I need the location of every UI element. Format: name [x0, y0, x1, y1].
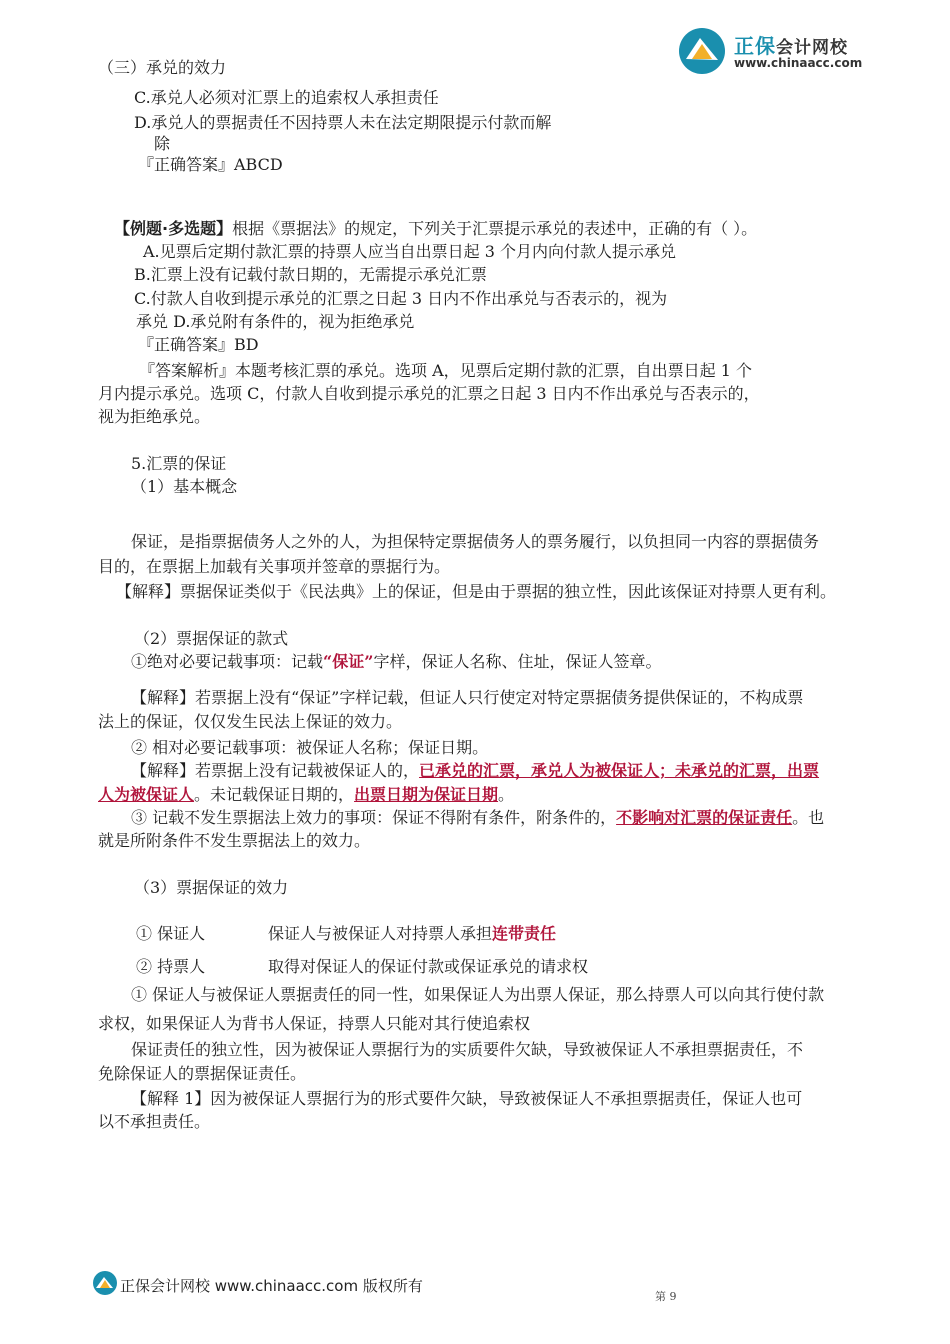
- brand-url: www.chinaacc.com: [734, 56, 863, 70]
- para-cut-2: 求权，如果保证人为背书人保证，持票人只能对其行使追索权: [98, 1014, 531, 1033]
- q1-option-d: D.承兑人的票据责任不因持票人未在法定期限提示付款而解: [134, 113, 552, 132]
- q2-analysis-2: 月内提示承兑。选项 C，付款人自收到提示承兑的汇票之日起 3 日内不作出承兑与否表示的，: [98, 384, 760, 403]
- definition-cut: 保证，是指票据债务人之外的人，为担保特定票据债务人的票务履行，以负担同一内容的票据债务: [131, 532, 820, 551]
- q1-answer: 『正确答案』ABCD: [138, 155, 283, 174]
- explain-4-cont: 以不承担责任。: [98, 1112, 211, 1131]
- explain-1: 【解释】票据保证类似于《民法典》上的保证，但是由于票据的独立性，因此该保证对持票人更有利。: [116, 582, 837, 601]
- q2-option-a: A.见票后定期付款汇票的持票人应当自出票日起 3 个月内向付款人提示承兑: [143, 242, 676, 261]
- explain-2-line: 法上的保证，仅仅发生民法上保证的效力。: [98, 712, 403, 731]
- page-number: 第 9: [655, 1290, 677, 1303]
- effect-row-holder-label: ② 持票人: [136, 957, 206, 976]
- definition-line: 目的，在票据上加载有关事项并签章的票据行为。: [98, 557, 451, 576]
- footer-logo: [92, 1270, 118, 1300]
- q2-analysis-3: 视为拒绝承兑。: [98, 407, 211, 426]
- top-cut-line: （三）承兑的效力: [98, 58, 227, 77]
- absolute-items: ①绝对必要记载事项：记载“保证”字样，保证人名称、住址，保证人签章。: [131, 652, 662, 671]
- para-cut-3: 保证责任的独立性，因为被保证人票据行为的实质要件欠缺，导致被保证人不承担票据责任，不: [131, 1040, 804, 1059]
- logo-icon: [678, 26, 728, 76]
- effect-row-guarantor-text: 保证人与被保证人对持票人承担连带责任: [268, 924, 557, 943]
- effect-row-guarantor-label: ① 保证人: [136, 924, 206, 943]
- ineffective-items-cont: 就是所附条件不发生票据法上的效力。: [98, 831, 371, 850]
- explain-3: 【解释】若票据上没有记载被保证人的，已承兑的汇票，承兑人为被保证人；未承兑的汇票，出票: [131, 761, 820, 780]
- q1-option-c: C.承兑人必须对汇票上的追索权人承担责任: [134, 88, 439, 107]
- brand-name: 正保会计网校: [734, 34, 848, 58]
- q1-option-d-cont: 除: [154, 134, 171, 153]
- q2-option-b: B.汇票上没有记载付款日期的，无需提示承兑汇票: [134, 265, 487, 284]
- explain-4: 【解释 1】因为被保证人票据行为的形式要件欠缺，导致被保证人不承担票据责任，保证人也可: [131, 1089, 803, 1108]
- q2-option-c-cont: 承兑 D.承兑附有条件的，视为拒绝承兑: [136, 312, 415, 331]
- explain-3-cont: 人为被保证人。未记载保证日期的，出票日期为保证日期。: [98, 785, 515, 804]
- q2-stem: 【例题·多选题】根据《票据法》的规定，下列关于汇票提示承兑的表述中，正确的有（ ）。: [114, 219, 758, 238]
- footer-logo-icon: [92, 1270, 118, 1296]
- subheading-format: （2）票据保证的款式: [134, 629, 289, 648]
- effect-row-holder-text: 取得对保证人的保证付款或保证承兑的请求权: [268, 957, 589, 976]
- q2-answer: 『正确答案』BD: [138, 335, 259, 354]
- subheading-basic: （1）基本概念: [131, 477, 238, 496]
- q2-option-c: C.付款人自收到提示承兑的汇票之日起 3 日内不作出承兑与否表示的，视为: [134, 289, 668, 308]
- footer-copyright: 正保会计网校 www.chinaacc.com 版权所有: [120, 1277, 423, 1295]
- para-cut-1: ① 保证人与被保证人票据责任的同一性，如果保证人为出票人保证，那么持票人可以向其行使付款: [131, 985, 825, 1004]
- relative-items: ② 相对必要记载事项：被保证人名称；保证日期。: [131, 738, 489, 757]
- explain-cut: 【解释】若票据上没有“保证”字样记载，但证人只行使定对特定票据债务提供保证的，不构成票: [131, 688, 804, 707]
- section-heading: 5.汇票的保证: [131, 454, 227, 473]
- ineffective-items: ③ 记载不发生票据法上效力的事项：保证不得附有条件，附条件的，不影响对汇票的保证责任。也: [131, 808, 825, 827]
- q2-analysis-1: 『答案解析』本题考核汇票的承兑。选项 A，见票后定期付款的汇票，自出票日起 1 个: [139, 361, 752, 380]
- para-4: 免除保证人的票据保证责任。: [98, 1064, 307, 1083]
- subheading-effect: （3）票据保证的效力: [134, 878, 289, 897]
